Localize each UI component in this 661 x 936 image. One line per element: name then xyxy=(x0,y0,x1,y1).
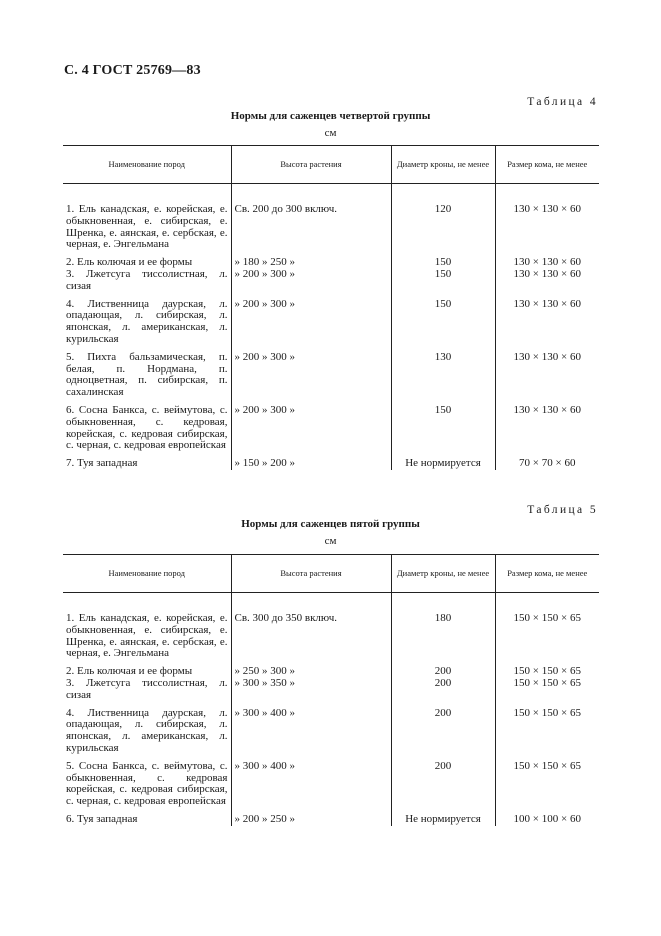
species-cell: 7. Туя западная xyxy=(66,457,138,470)
crown-cell: 150 xyxy=(391,299,495,346)
crown-cell: 150 xyxy=(391,405,495,452)
table5 xyxy=(63,554,599,826)
crown-cell: 200 xyxy=(391,678,495,702)
crown-cell: Не нормируется xyxy=(391,458,495,470)
species-cell: 3. Лжетсуга тиссолистная, л. сизая xyxy=(66,676,228,701)
crown-cell: 120 xyxy=(391,204,495,251)
species-cell: 4. Лиственница даурская, л. опадающая, л. сибирская, л. японская, л. американская, л. курильская xyxy=(66,297,228,345)
crown-cell: 150 xyxy=(391,257,495,269)
species-cell: 3. Лжетсуга тиссолистная, л. сизая xyxy=(66,267,228,292)
table5-title: Нормы для саженцев пятой группы xyxy=(241,518,420,530)
table-row xyxy=(63,678,599,702)
table4-label: Таблица 4 xyxy=(527,96,598,108)
height-cell: » 300 » 400 » xyxy=(231,708,391,755)
crown-cell: 130 xyxy=(391,352,495,399)
crown-cell: 200 xyxy=(391,708,495,755)
species-cell: 4. Лиственница даурская, л. опадающая, л. сибирская, л. японская, л. американская, л. курильская xyxy=(66,706,228,754)
height-cell: » 300 » 350 » xyxy=(231,678,391,702)
ball-cell: 150 × 150 × 65 xyxy=(495,678,599,702)
species-cell: 6. Сосна Банкса, с. веймутова, с. обыкновенная, с. кедровая, корейская, с. кедровая сибирская, с. черная, с. кедровая европейская xyxy=(66,403,228,452)
species-cell: 1. Ель канадская, е. корейская, е. обыкновенная, е. сибирская, е. Шренка, е. аянская, е. сербская, е. черная, е. Энгельмана xyxy=(66,203,228,251)
height-cell: » 300 » 400 » xyxy=(231,761,391,808)
crown-cell: 200 xyxy=(391,761,495,808)
ball-cell: 70 × 70 × 60 xyxy=(495,458,599,470)
height-cell: » 200 » 300 » xyxy=(231,299,391,346)
species-cell: 2. Ель колючая и ее формы xyxy=(66,256,193,269)
ball-cell: 130 × 130 × 60 xyxy=(495,269,599,293)
crown-cell: 150 xyxy=(391,269,495,293)
species-cell: 5. Сосна Банкса, с. веймутова, с. обыкновенная, с. кедровая корейская, с. кедровая сибирская, с. черная, с. кедровая европейская xyxy=(66,759,228,808)
height-cell: » 200 » 300 » xyxy=(231,405,391,452)
height-cell: Св. 300 до 350 включ. xyxy=(231,613,391,660)
height-cell: » 150 » 200 » xyxy=(231,458,391,470)
ball-cell: 130 × 130 × 60 xyxy=(495,405,599,452)
species-cell: 6. Туя западная xyxy=(66,812,138,825)
species-cell: 1. Ель канадская, е. корейская, е. обыкновенная, е. сибирская, е. Шренка, е. аянская, е. сербская, е. черная, е. Энгельмана xyxy=(66,612,228,660)
ball-cell: 150 × 150 × 65 xyxy=(495,761,599,808)
table4-title: Нормы для саженцев четвертой группы xyxy=(230,110,431,122)
table-row xyxy=(63,708,599,755)
col-header-ball: Размер кома, не менее xyxy=(495,146,599,184)
species-cell: 2. Ель колючая и ее формы xyxy=(66,665,193,678)
table-row xyxy=(63,405,599,452)
table-row xyxy=(63,613,599,660)
ball-cell: 150 × 150 × 65 xyxy=(495,666,599,678)
ball-cell: 130 × 130 × 60 xyxy=(495,299,599,346)
table-row xyxy=(63,761,599,808)
crown-cell: 180 xyxy=(391,613,495,660)
ball-cell: 130 × 130 × 60 xyxy=(495,204,599,251)
crown-cell: Не нормируется xyxy=(391,814,495,826)
col-header-crown: Диаметр кроны, не менее xyxy=(391,146,495,184)
ball-cell: 150 × 150 × 65 xyxy=(495,613,599,660)
col-header-height: Высота растения xyxy=(231,146,391,184)
height-cell: » 200 » 300 » xyxy=(231,352,391,399)
species-cell: 5. Пихта бальзамическая, п. белая, п. Нордмана, п. одноцветная, п. сибирская, п. сахалинская xyxy=(66,350,228,399)
ball-cell: 130 × 130 × 60 xyxy=(495,352,599,399)
ball-cell: 150 × 150 × 65 xyxy=(495,708,599,755)
table-row xyxy=(63,204,599,251)
table5-unit: см xyxy=(324,535,337,547)
page-header: С. 4 ГОСТ 25769—83 xyxy=(64,63,201,78)
height-cell: » 200 » 300 » xyxy=(231,269,391,293)
table-row xyxy=(63,352,599,399)
table5-label: Таблица 5 xyxy=(527,504,598,516)
table-row xyxy=(63,269,599,293)
table-row xyxy=(63,458,599,470)
ball-cell: 130 × 130 × 60 xyxy=(495,257,599,269)
crown-cell: 200 xyxy=(391,666,495,678)
height-cell: » 250 » 300 » xyxy=(231,666,391,678)
col-header-ball: Размер кома, не менее xyxy=(495,555,599,593)
height-cell: » 180 » 250 » xyxy=(231,257,391,269)
table-row xyxy=(63,814,599,826)
ball-cell: 100 × 100 × 60 xyxy=(495,814,599,826)
table4-unit: см xyxy=(324,127,337,139)
col-header-height: Высота растения xyxy=(231,555,391,593)
table-row xyxy=(63,299,599,346)
col-header-species: Наименование пород xyxy=(63,146,231,184)
height-cell: Св. 200 до 300 включ. xyxy=(231,204,391,251)
height-cell: » 200 » 250 » xyxy=(231,814,391,826)
col-header-crown: Диаметр кроны, не менее xyxy=(391,555,495,593)
table4 xyxy=(63,145,599,470)
col-header-species: Наименование пород xyxy=(63,555,231,593)
